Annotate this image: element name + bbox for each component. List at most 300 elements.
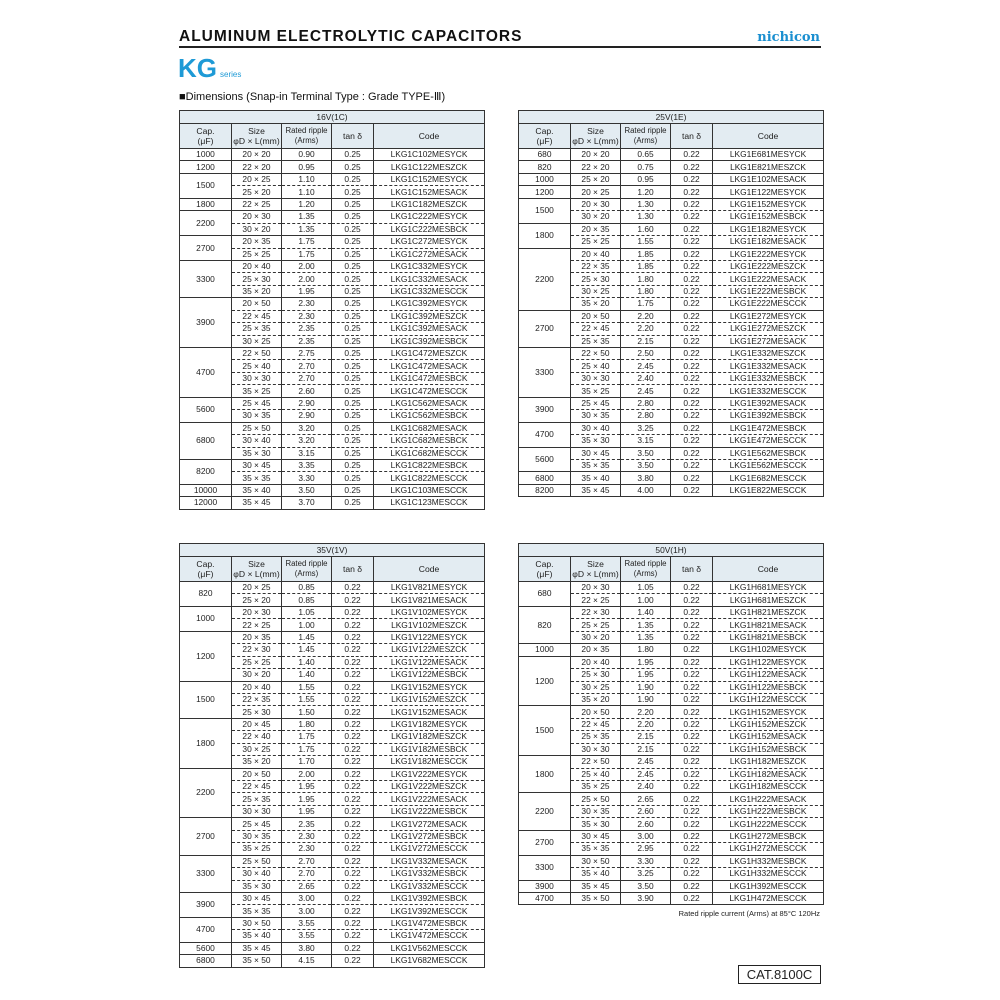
capacitance-cell: 3900 (519, 880, 571, 892)
part-code-cell: LKG1C392MESACK (374, 323, 485, 335)
capacitance-cell: 12000 (180, 497, 232, 509)
size-cell: 20 × 30 (232, 606, 282, 618)
ripple-cell: 2.60 (621, 818, 671, 830)
header-cap (519, 124, 571, 149)
size-cell: 30 × 40 (232, 868, 282, 880)
capacitance-cell: 820 (519, 606, 571, 643)
table-row (519, 149, 824, 161)
ripple-cell: 1.80 (621, 644, 671, 656)
tan-delta-cell: 0.25 (332, 198, 374, 210)
part-code-cell: LKG1E392MESBCK (713, 410, 824, 422)
size-cell: 30 × 20 (232, 669, 282, 681)
tan-delta-cell: 0.22 (671, 855, 713, 867)
table-row (519, 582, 824, 594)
part-code-cell: LKG1V562MESCCK (374, 942, 485, 954)
part-code-cell: LKG1E182MESYCK (713, 223, 824, 235)
size-cell: 30 × 45 (232, 459, 282, 471)
ripple-cell: 1.00 (621, 594, 671, 606)
part-code-cell: LKG1H182MESCCK (713, 781, 824, 793)
tan-delta-cell: 0.22 (671, 768, 713, 780)
table-title-row (180, 111, 485, 124)
size-cell: 30 × 40 (232, 435, 282, 447)
tan-delta-cell: 0.25 (332, 298, 374, 310)
size-cell: 30 × 35 (232, 830, 282, 842)
header-row (519, 557, 824, 582)
tan-delta-cell: 0.25 (332, 447, 374, 459)
ripple-cell: 3.20 (282, 422, 332, 434)
size-cell: 22 × 50 (232, 348, 282, 360)
size-cell: 30 × 40 (571, 422, 621, 434)
table-row (519, 198, 824, 210)
size-cell: 35 × 35 (571, 459, 621, 471)
ripple-cell: 2.30 (282, 298, 332, 310)
part-code-cell: LKG1V821MESYCK (374, 582, 485, 594)
tan-delta-cell: 0.25 (332, 173, 374, 185)
ripple-cell: 1.50 (282, 706, 332, 718)
table-row (519, 422, 824, 434)
part-code-cell: LKG1E102MESACK (713, 173, 824, 185)
part-code-cell: LKG1V222MESACK (374, 793, 485, 805)
tan-delta-cell: 0.22 (671, 484, 713, 496)
size-cell: 20 × 45 (232, 718, 282, 730)
ripple-cell: 3.00 (282, 892, 332, 904)
tan-delta-cell: 0.22 (332, 693, 374, 705)
size-cell: 20 × 30 (571, 582, 621, 594)
part-code-cell: LKG1V272MESACK (374, 818, 485, 830)
capacitance-cell: 8200 (180, 459, 232, 484)
table-row (519, 756, 824, 768)
tan-delta-cell: 0.22 (671, 868, 713, 880)
ripple-cell: 0.90 (282, 149, 332, 161)
tan-delta-cell: 0.22 (671, 360, 713, 372)
tan-delta-cell: 0.22 (671, 422, 713, 434)
part-code-cell: LKG1H152MESZCK (713, 718, 824, 730)
part-code-cell: LKG1H821MESACK (713, 619, 824, 631)
part-code-cell: LKG1C822MESCCK (374, 472, 485, 484)
part-code-cell: LKG1V182MESBCK (374, 743, 485, 755)
part-code-cell: LKG1C472MESACK (374, 360, 485, 372)
part-code-cell: LKG1C182MESZCK (374, 198, 485, 210)
ripple-cell: 2.60 (621, 805, 671, 817)
tan-delta-cell: 0.22 (671, 236, 713, 248)
size-cell: 35 × 45 (571, 484, 621, 496)
header-size-line2: φD × L(mm) (572, 136, 619, 146)
tan-delta-cell: 0.25 (332, 285, 374, 297)
tan-delta-cell: 0.22 (671, 681, 713, 693)
part-code-cell: LKG1H821MESZCK (713, 606, 824, 618)
table-row (519, 186, 824, 198)
table-row (180, 681, 485, 693)
ripple-cell: 1.90 (621, 681, 671, 693)
header-size-line1: Size (248, 559, 265, 569)
header-ripple (282, 557, 332, 582)
capacitance-cell: 680 (519, 149, 571, 161)
voltage-title: 16V(1C) (180, 111, 485, 124)
tan-delta-cell: 0.22 (332, 582, 374, 594)
header-size-line1: Size (587, 559, 604, 569)
ripple-cell: 1.35 (282, 211, 332, 223)
tan-delta-cell: 0.22 (671, 348, 713, 360)
header-ripple-line1: Rated ripple (285, 559, 328, 568)
table-row (519, 855, 824, 867)
ripple-cell: 1.85 (621, 248, 671, 260)
size-cell: 35 × 30 (571, 818, 621, 830)
size-cell: 35 × 45 (232, 497, 282, 509)
capacitance-cell: 2200 (519, 248, 571, 310)
part-code-cell: LKG1V122MESYCK (374, 631, 485, 643)
part-code-cell: LKG1E821MESZCK (713, 161, 824, 173)
size-cell: 35 × 50 (232, 955, 282, 967)
tan-delta-cell: 0.22 (332, 681, 374, 693)
part-code-cell: LKG1V222MESZCK (374, 781, 485, 793)
ripple-cell: 2.15 (621, 743, 671, 755)
tan-delta-cell: 0.22 (332, 930, 374, 942)
tan-delta-cell: 0.25 (332, 273, 374, 285)
table-row (180, 211, 485, 223)
capacitance-cell: 5600 (180, 942, 232, 954)
part-code-cell: LKG1C123MESCCK (374, 497, 485, 509)
part-code-cell: LKG1C392MESZCK (374, 310, 485, 322)
tan-delta-cell: 0.22 (671, 656, 713, 668)
ripple-cell: 3.70 (282, 497, 332, 509)
ripple-cell: 3.90 (621, 892, 671, 904)
table-35v (179, 543, 485, 968)
size-cell: 35 × 40 (232, 930, 282, 942)
ripple-cell: 1.40 (282, 669, 332, 681)
table-row (519, 606, 824, 618)
part-code-cell: LKG1C472MESBCK (374, 372, 485, 384)
ripple-cell: 2.00 (282, 768, 332, 780)
size-cell: 35 × 30 (232, 880, 282, 892)
header-tan: tan δ (332, 124, 374, 149)
tan-delta-cell: 0.22 (332, 892, 374, 904)
header-cap-line1: Cap. (196, 559, 215, 569)
part-code-cell: LKG1E822MESCCK (713, 484, 824, 496)
ripple-cell: 3.25 (621, 868, 671, 880)
size-cell: 35 × 35 (232, 472, 282, 484)
size-cell: 22 × 50 (571, 756, 621, 768)
table-row (180, 348, 485, 360)
ripple-cell: 2.20 (621, 706, 671, 718)
tan-delta-cell: 0.22 (332, 743, 374, 755)
header-ripple-line2: (Arms) (294, 136, 319, 145)
part-code-cell: LKG1V122MESBCK (374, 669, 485, 681)
size-cell: 20 × 50 (232, 768, 282, 780)
tan-delta-cell: 0.22 (671, 435, 713, 447)
header-row (180, 124, 485, 149)
ripple-cell: 1.35 (621, 631, 671, 643)
table-row (180, 892, 485, 904)
ripple-cell: 3.25 (621, 422, 671, 434)
tan-delta-cell: 0.22 (671, 582, 713, 594)
part-code-cell: LKG1H681MESYCK (713, 582, 824, 594)
size-cell: 22 × 40 (232, 731, 282, 743)
capacitance-cell: 1000 (180, 149, 232, 161)
part-code-cell: LKG1C822MESBCK (374, 459, 485, 471)
size-cell: 35 × 40 (232, 484, 282, 496)
part-code-cell: LKG1V152MESYCK (374, 681, 485, 693)
tan-delta-cell: 0.22 (671, 372, 713, 384)
ripple-cell: 2.30 (282, 310, 332, 322)
tan-delta-cell: 0.22 (671, 718, 713, 730)
capacitance-cell: 4700 (180, 348, 232, 398)
header-code: Code (374, 557, 485, 582)
tan-delta-cell: 0.25 (332, 149, 374, 161)
ripple-cell: 1.75 (282, 743, 332, 755)
part-code-cell: LKG1E562MESBCK (713, 447, 824, 459)
tan-delta-cell: 0.22 (671, 285, 713, 297)
tan-delta-cell: 0.22 (332, 955, 374, 967)
header-cap-line2: (μF) (197, 136, 214, 146)
size-cell: 30 × 45 (232, 892, 282, 904)
part-code-cell: LKG1V332MESBCK (374, 868, 485, 880)
ripple-cell: 2.35 (282, 335, 332, 347)
tan-delta-cell: 0.25 (332, 422, 374, 434)
ripple-cell: 1.30 (621, 198, 671, 210)
tan-delta-cell: 0.22 (671, 843, 713, 855)
capacitance-cell: 10000 (180, 484, 232, 496)
size-cell: 25 × 30 (571, 669, 621, 681)
capacitance-cell: 1200 (519, 186, 571, 198)
size-cell: 22 × 45 (571, 323, 621, 335)
size-cell: 30 × 45 (571, 447, 621, 459)
capacitance-cell: 3900 (180, 298, 232, 348)
table-row (519, 484, 824, 496)
part-code-cell: LKG1E332MESBCK (713, 372, 824, 384)
tan-delta-cell: 0.25 (332, 497, 374, 509)
tan-delta-cell: 0.22 (332, 731, 374, 743)
header-cap-line2: (μF) (536, 136, 553, 146)
part-code-cell: LKG1H272MESBCK (713, 830, 824, 842)
capacitance-cell: 1200 (180, 631, 232, 681)
ripple-cell: 1.35 (621, 619, 671, 631)
header-ripple (621, 557, 671, 582)
ripple-cell: 2.45 (621, 756, 671, 768)
ripple-cell: 2.15 (621, 335, 671, 347)
size-cell: 20 × 50 (571, 706, 621, 718)
part-code-cell: LKG1V152MESZCK (374, 693, 485, 705)
part-code-cell: LKG1C682MESACK (374, 422, 485, 434)
ripple-cell: 2.20 (621, 310, 671, 322)
tan-delta-cell: 0.22 (332, 905, 374, 917)
size-cell: 20 × 35 (232, 631, 282, 643)
tan-delta-cell: 0.25 (332, 161, 374, 173)
tan-delta-cell: 0.25 (332, 435, 374, 447)
capacitance-cell: 1000 (519, 644, 571, 656)
ripple-cell: 4.00 (621, 484, 671, 496)
part-code-cell: LKG1V182MESZCK (374, 731, 485, 743)
part-code-cell: LKG1H681MESZCK (713, 594, 824, 606)
capacitance-cell: 1800 (180, 718, 232, 768)
header-cap (519, 557, 571, 582)
part-code-cell: LKG1C392MESBCK (374, 335, 485, 347)
size-cell: 35 × 20 (571, 693, 621, 705)
capacitance-cell: 3300 (519, 855, 571, 880)
ripple-cell: 1.30 (621, 211, 671, 223)
voltage-title: 25V(1E) (519, 111, 824, 124)
tan-delta-cell: 0.22 (332, 606, 374, 618)
part-code-cell: LKG1V472MESCCK (374, 930, 485, 942)
size-cell: 22 × 20 (571, 161, 621, 173)
size-cell: 35 × 35 (232, 905, 282, 917)
part-code-cell: LKG1H102MESYCK (713, 644, 824, 656)
tan-delta-cell: 0.25 (332, 260, 374, 272)
capacitance-cell: 1200 (180, 161, 232, 173)
ripple-cell: 1.95 (282, 285, 332, 297)
part-code-cell: LKG1E222MESACK (713, 273, 824, 285)
size-cell: 35 × 25 (232, 843, 282, 855)
ripple-cell: 1.55 (621, 236, 671, 248)
ripple-cell: 1.75 (282, 248, 332, 260)
header-size (232, 124, 282, 149)
tan-delta-cell: 0.25 (332, 223, 374, 235)
header-ripple (621, 124, 671, 149)
ripple-cell: 2.95 (621, 843, 671, 855)
tan-delta-cell: 0.25 (332, 397, 374, 409)
table-row (519, 644, 824, 656)
size-cell: 35 × 20 (232, 756, 282, 768)
ripple-cell: 2.20 (621, 718, 671, 730)
table-row (519, 830, 824, 842)
size-cell: 35 × 35 (571, 843, 621, 855)
part-code-cell: LKG1E272MESZCK (713, 323, 824, 335)
tan-delta-cell: 0.22 (671, 273, 713, 285)
tan-delta-cell: 0.22 (671, 693, 713, 705)
ripple-cell: 1.45 (282, 631, 332, 643)
size-cell: 30 × 20 (571, 631, 621, 643)
part-code-cell: LKG1H152MESYCK (713, 706, 824, 718)
capacitance-cell: 1500 (519, 198, 571, 223)
tan-delta-cell: 0.22 (332, 880, 374, 892)
size-cell: 25 × 35 (571, 335, 621, 347)
ripple-cell: 0.85 (282, 594, 332, 606)
header-ripple-line2: (Arms) (294, 569, 319, 578)
tan-delta-cell: 0.22 (671, 397, 713, 409)
ripple-cell: 1.55 (282, 681, 332, 693)
tan-delta-cell: 0.22 (332, 718, 374, 730)
part-code-cell: LKG1V222MESBCK (374, 805, 485, 817)
tan-delta-cell: 0.25 (332, 472, 374, 484)
tan-delta-cell: 0.22 (671, 805, 713, 817)
ripple-cell: 2.75 (282, 348, 332, 360)
capacitance-cell: 4700 (180, 917, 232, 942)
ripple-cell: 2.65 (282, 880, 332, 892)
part-code-cell: LKG1C272MESYCK (374, 236, 485, 248)
size-cell: 35 × 20 (232, 285, 282, 297)
capacitance-cell: 6800 (519, 472, 571, 484)
size-cell: 25 × 50 (232, 422, 282, 434)
size-cell: 20 × 30 (232, 211, 282, 223)
tan-delta-cell: 0.22 (671, 298, 713, 310)
ripple-cell: 2.70 (282, 360, 332, 372)
size-cell: 35 × 45 (571, 880, 621, 892)
size-cell: 30 × 35 (571, 805, 621, 817)
capacitance-cell: 820 (180, 582, 232, 607)
series-suffix: series (220, 70, 242, 79)
part-code-cell: LKG1C332MESCCK (374, 285, 485, 297)
ripple-cell: 1.45 (282, 644, 332, 656)
size-cell: 22 × 35 (571, 260, 621, 272)
header-size-line1: Size (587, 126, 604, 136)
ripple-cell: 3.55 (282, 917, 332, 929)
part-code-cell: LKG1C122MESZCK (374, 161, 485, 173)
capacitance-cell: 3900 (180, 892, 232, 917)
header-row (519, 124, 824, 149)
part-code-cell: LKG1H332MESCCK (713, 868, 824, 880)
table-row (519, 892, 824, 904)
header-ripple (282, 124, 332, 149)
size-cell: 30 × 35 (571, 410, 621, 422)
size-cell: 30 × 50 (232, 917, 282, 929)
part-code-cell: LKG1E272MESYCK (713, 310, 824, 322)
tan-delta-cell: 0.22 (671, 793, 713, 805)
tan-delta-cell: 0.25 (332, 236, 374, 248)
part-code-cell: LKG1V102MESZCK (374, 619, 485, 631)
size-cell: 25 × 40 (571, 768, 621, 780)
tan-delta-cell: 0.22 (332, 768, 374, 780)
header-tan: tan δ (671, 124, 713, 149)
ripple-cell: 1.35 (282, 223, 332, 235)
ripple-cell: 2.80 (621, 397, 671, 409)
size-cell: 25 × 25 (232, 656, 282, 668)
ripple-cell: 2.15 (621, 731, 671, 743)
table-row (180, 422, 485, 434)
tan-delta-cell: 0.22 (671, 743, 713, 755)
tan-delta-cell: 0.25 (332, 186, 374, 198)
tan-delta-cell: 0.22 (671, 447, 713, 459)
part-code-cell: LKG1H222MESCCK (713, 818, 824, 830)
part-code-cell: LKG1H122MESCCK (713, 693, 824, 705)
header-cap-line1: Cap. (535, 559, 554, 569)
size-cell: 30 × 25 (571, 681, 621, 693)
size-cell: 30 × 30 (571, 372, 621, 384)
size-cell: 20 × 40 (571, 248, 621, 260)
tan-delta-cell: 0.22 (332, 619, 374, 631)
part-code-cell: LKG1C682MESCCK (374, 447, 485, 459)
tan-delta-cell: 0.22 (332, 830, 374, 842)
header-size (571, 124, 621, 149)
header-cap (180, 124, 232, 149)
table-row (180, 855, 485, 867)
size-cell: 20 × 50 (232, 298, 282, 310)
part-code-cell: LKG1H821MESBCK (713, 631, 824, 643)
table-row (180, 459, 485, 471)
ripple-cell: 2.35 (282, 323, 332, 335)
size-cell: 35 × 25 (571, 385, 621, 397)
tan-delta-cell: 0.22 (671, 260, 713, 272)
ripple-cell: 4.15 (282, 955, 332, 967)
size-cell: 35 × 40 (571, 868, 621, 880)
title-divider (179, 46, 821, 48)
tan-delta-cell: 0.22 (332, 781, 374, 793)
size-cell: 30 × 20 (571, 211, 621, 223)
ripple-cell: 2.40 (621, 372, 671, 384)
size-cell: 20 × 20 (232, 149, 282, 161)
size-cell: 20 × 20 (571, 149, 621, 161)
size-cell: 30 × 45 (571, 830, 621, 842)
ripple-cell: 1.20 (282, 198, 332, 210)
tan-delta-cell: 0.22 (671, 310, 713, 322)
voltage-title: 35V(1V) (180, 544, 485, 557)
table-row (180, 161, 485, 173)
ripple-cell: 3.80 (621, 472, 671, 484)
ripple-cell: 1.40 (282, 656, 332, 668)
ripple-cell: 1.05 (282, 606, 332, 618)
part-code-cell: LKG1V152MESACK (374, 706, 485, 718)
capacitance-cell: 1800 (519, 756, 571, 793)
capacitance-cell: 1000 (519, 173, 571, 185)
size-cell: 22 × 45 (232, 310, 282, 322)
